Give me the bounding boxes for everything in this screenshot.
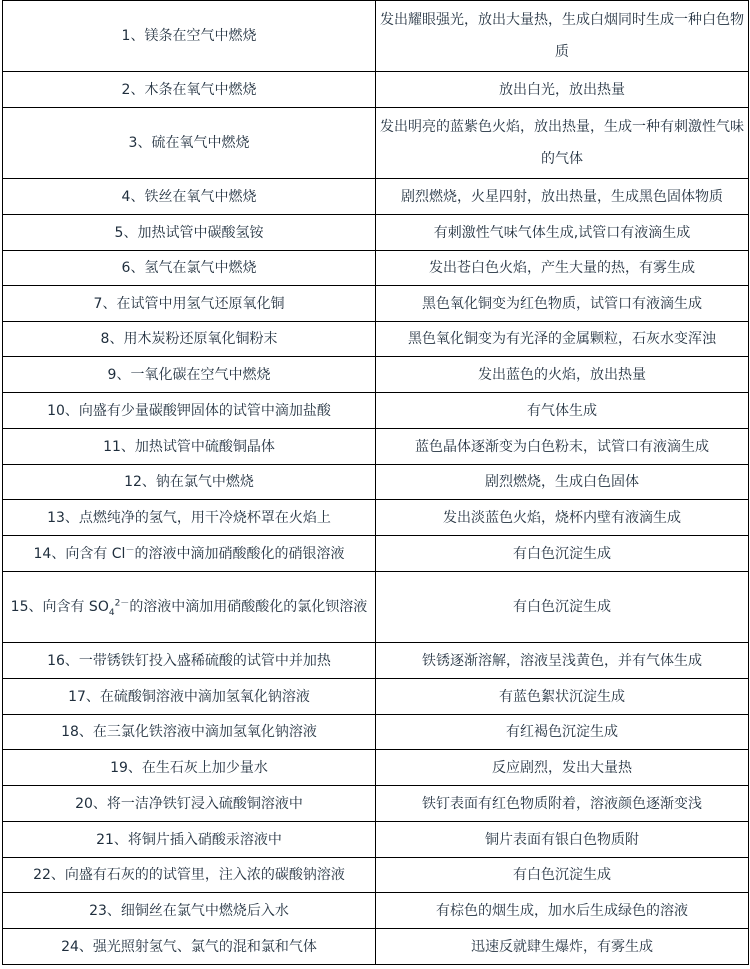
table-row: [3, 357, 749, 393]
experiment-cell: 9、一氧化碳在空气中燃烧: [3, 357, 376, 393]
experiment-cell: 1、镁条在空气中燃烧: [3, 1, 376, 72]
experiment-cell: [3, 572, 376, 643]
charge-superscript: －: [125, 544, 135, 555]
experiment-text: 的溶液中滴加硝酸酸化的硝银溶液: [134, 545, 345, 562]
experiment-cell: 22、向盛有石灰的的试管里，注入浓的碳酸钠溶液: [3, 858, 376, 893]
table-row: [3, 536, 749, 572]
table-row: [3, 572, 749, 643]
phenomenon-cell: 迅速反就肆生爆炸，有雾生成: [376, 929, 749, 965]
table-row: [3, 715, 749, 750]
experiment-cell: 13、点燃纯净的氢气，用干冷烧杯罩在火焰上: [3, 500, 376, 536]
phenomenon-cell: 发出淡蓝色火焰，烧杯内壁有液滴生成: [376, 500, 749, 536]
phenomenon-cell: 有白色沉淀生成: [376, 572, 749, 643]
experiment-cell: 8、用木炭粉还原氧化铜粉末: [3, 322, 376, 357]
experiment-table: [2, 0, 749, 965]
experiment-cell: 20、将一洁净铁钉浸入硫酸铜溶液中: [3, 786, 376, 822]
experiment-cell: 2、木条在氧气中燃烧: [3, 72, 376, 108]
table-row: [3, 750, 749, 786]
experiment-text: 的溶液中滴加用硝酸酸化的氯化钡溶液: [129, 599, 368, 615]
phenomenon-cell: 铁钉表面有红色物质附着，溶液颜色逐渐变浅: [376, 786, 749, 822]
phenomenon-cell: 剧烈燃烧，生成白色固体: [376, 465, 749, 500]
phenomenon-cell: 发出苍白色火焰，产生大量的热，有雾生成: [376, 251, 749, 286]
table-row: [3, 786, 749, 822]
subscript: 4: [108, 607, 115, 618]
experiment-cell: 19、在生石灰上加少量水: [3, 750, 376, 786]
experiment-cell: 24、强光照射氢气、氯气的混和氯和气体: [3, 929, 376, 965]
phenomenon-cell: 蓝色晶体逐渐变为白色粉末，试管口有液滴生成: [376, 429, 749, 465]
table-row: [3, 679, 749, 715]
experiment-cell: 17、在硫酸铜溶液中滴加氢氧化钠溶液: [3, 679, 376, 715]
table-row: [3, 893, 749, 929]
table-row: [3, 251, 749, 286]
table-row: [3, 322, 749, 357]
phenomenon-cell: 发出明亮的蓝紫色火焰，放出热量，生成一种有刺激性气味的气体: [376, 108, 749, 179]
table-row: [3, 393, 749, 429]
experiment-cell: 11、加热试管中硫酸铜晶体: [3, 429, 376, 465]
table-row: [3, 822, 749, 858]
phenomenon-cell: 铁锈逐渐溶解，溶液呈浅黄色，并有气体生成: [376, 643, 749, 679]
phenomenon-cell: 有红褐色沉淀生成: [376, 715, 749, 750]
table-row: [3, 215, 749, 251]
charge-superscript: 2－: [114, 598, 130, 609]
experiment-cell: 6、氢气在氯气中燃烧: [3, 251, 376, 286]
phenomenon-cell: 黑色氧化铜变为红色物质，试管口有液滴生成: [376, 286, 749, 322]
experiment-cell: 7、在试管中用氢气还原氧化铜: [3, 286, 376, 322]
phenomenon-cell: 有白色沉淀生成: [376, 858, 749, 893]
table-row: [3, 286, 749, 322]
experiment-cell: 4、铁丝在氧气中燃烧: [3, 179, 376, 215]
table-row: [3, 72, 749, 108]
phenomenon-cell: 有刺激性气味气体生成,试管口有液滴生成: [376, 215, 749, 251]
table-row: [3, 929, 749, 965]
experiment-cell: 21、将铜片插入硝酸汞溶液中: [3, 822, 376, 858]
experiment-cell: 10、向盛有少量碳酸钾固体的试管中滴加盐酸: [3, 393, 376, 429]
experiment-cell: 5、加热试管中碳酸氢铵: [3, 215, 376, 251]
phenomenon-cell: 有气体生成: [376, 393, 749, 429]
experiment-text: 14、向含有 Cl: [33, 545, 126, 562]
experiment-cell: 12、钠在氯气中燃烧: [3, 465, 376, 500]
table-row: [3, 429, 749, 465]
phenomenon-cell: 铜片表面有银白色物质附: [376, 822, 749, 858]
phenomenon-cell: 有白色沉淀生成: [376, 536, 749, 572]
experiment-cell: [3, 536, 376, 572]
experiment-cell: 3、硫在氧气中燃烧: [3, 108, 376, 179]
phenomenon-cell: 剧烈燃烧，火星四射，放出热量，生成黑色固体物质: [376, 179, 749, 215]
table-row: [3, 179, 749, 215]
phenomenon-cell: 放出白光，放出热量: [376, 72, 749, 108]
table-row: [3, 1, 749, 72]
table-row: [3, 465, 749, 500]
table-row: [3, 108, 749, 179]
table-row: [3, 500, 749, 536]
phenomenon-cell: 反应剧烈，发出大量热: [376, 750, 749, 786]
phenomenon-cell: 黑色氧化铜变为有光泽的金属颗粒，石灰水变浑浊: [376, 322, 749, 357]
table-row: [3, 643, 749, 679]
phenomenon-cell: 有蓝色絮状沉淀生成: [376, 679, 749, 715]
phenomenon-cell: 发出耀眼强光，放出大量热，生成白烟同时生成一种白色物质: [376, 1, 749, 72]
phenomenon-cell: 发出蓝色的火焰，放出热量: [376, 357, 749, 393]
experiment-cell: 23、细铜丝在氯气中燃烧后入水: [3, 893, 376, 929]
experiment-cell: 18、在三氯化铁溶液中滴加氢氧化钠溶液: [3, 715, 376, 750]
experiment-text: 15、向含有 SO: [10, 599, 109, 615]
phenomenon-cell: 有棕色的烟生成，加水后生成绿色的溶液: [376, 893, 749, 929]
table-row: [3, 858, 749, 893]
experiment-cell: 16、一带锈铁钉投入盛稀硫酸的试管中并加热: [3, 643, 376, 679]
